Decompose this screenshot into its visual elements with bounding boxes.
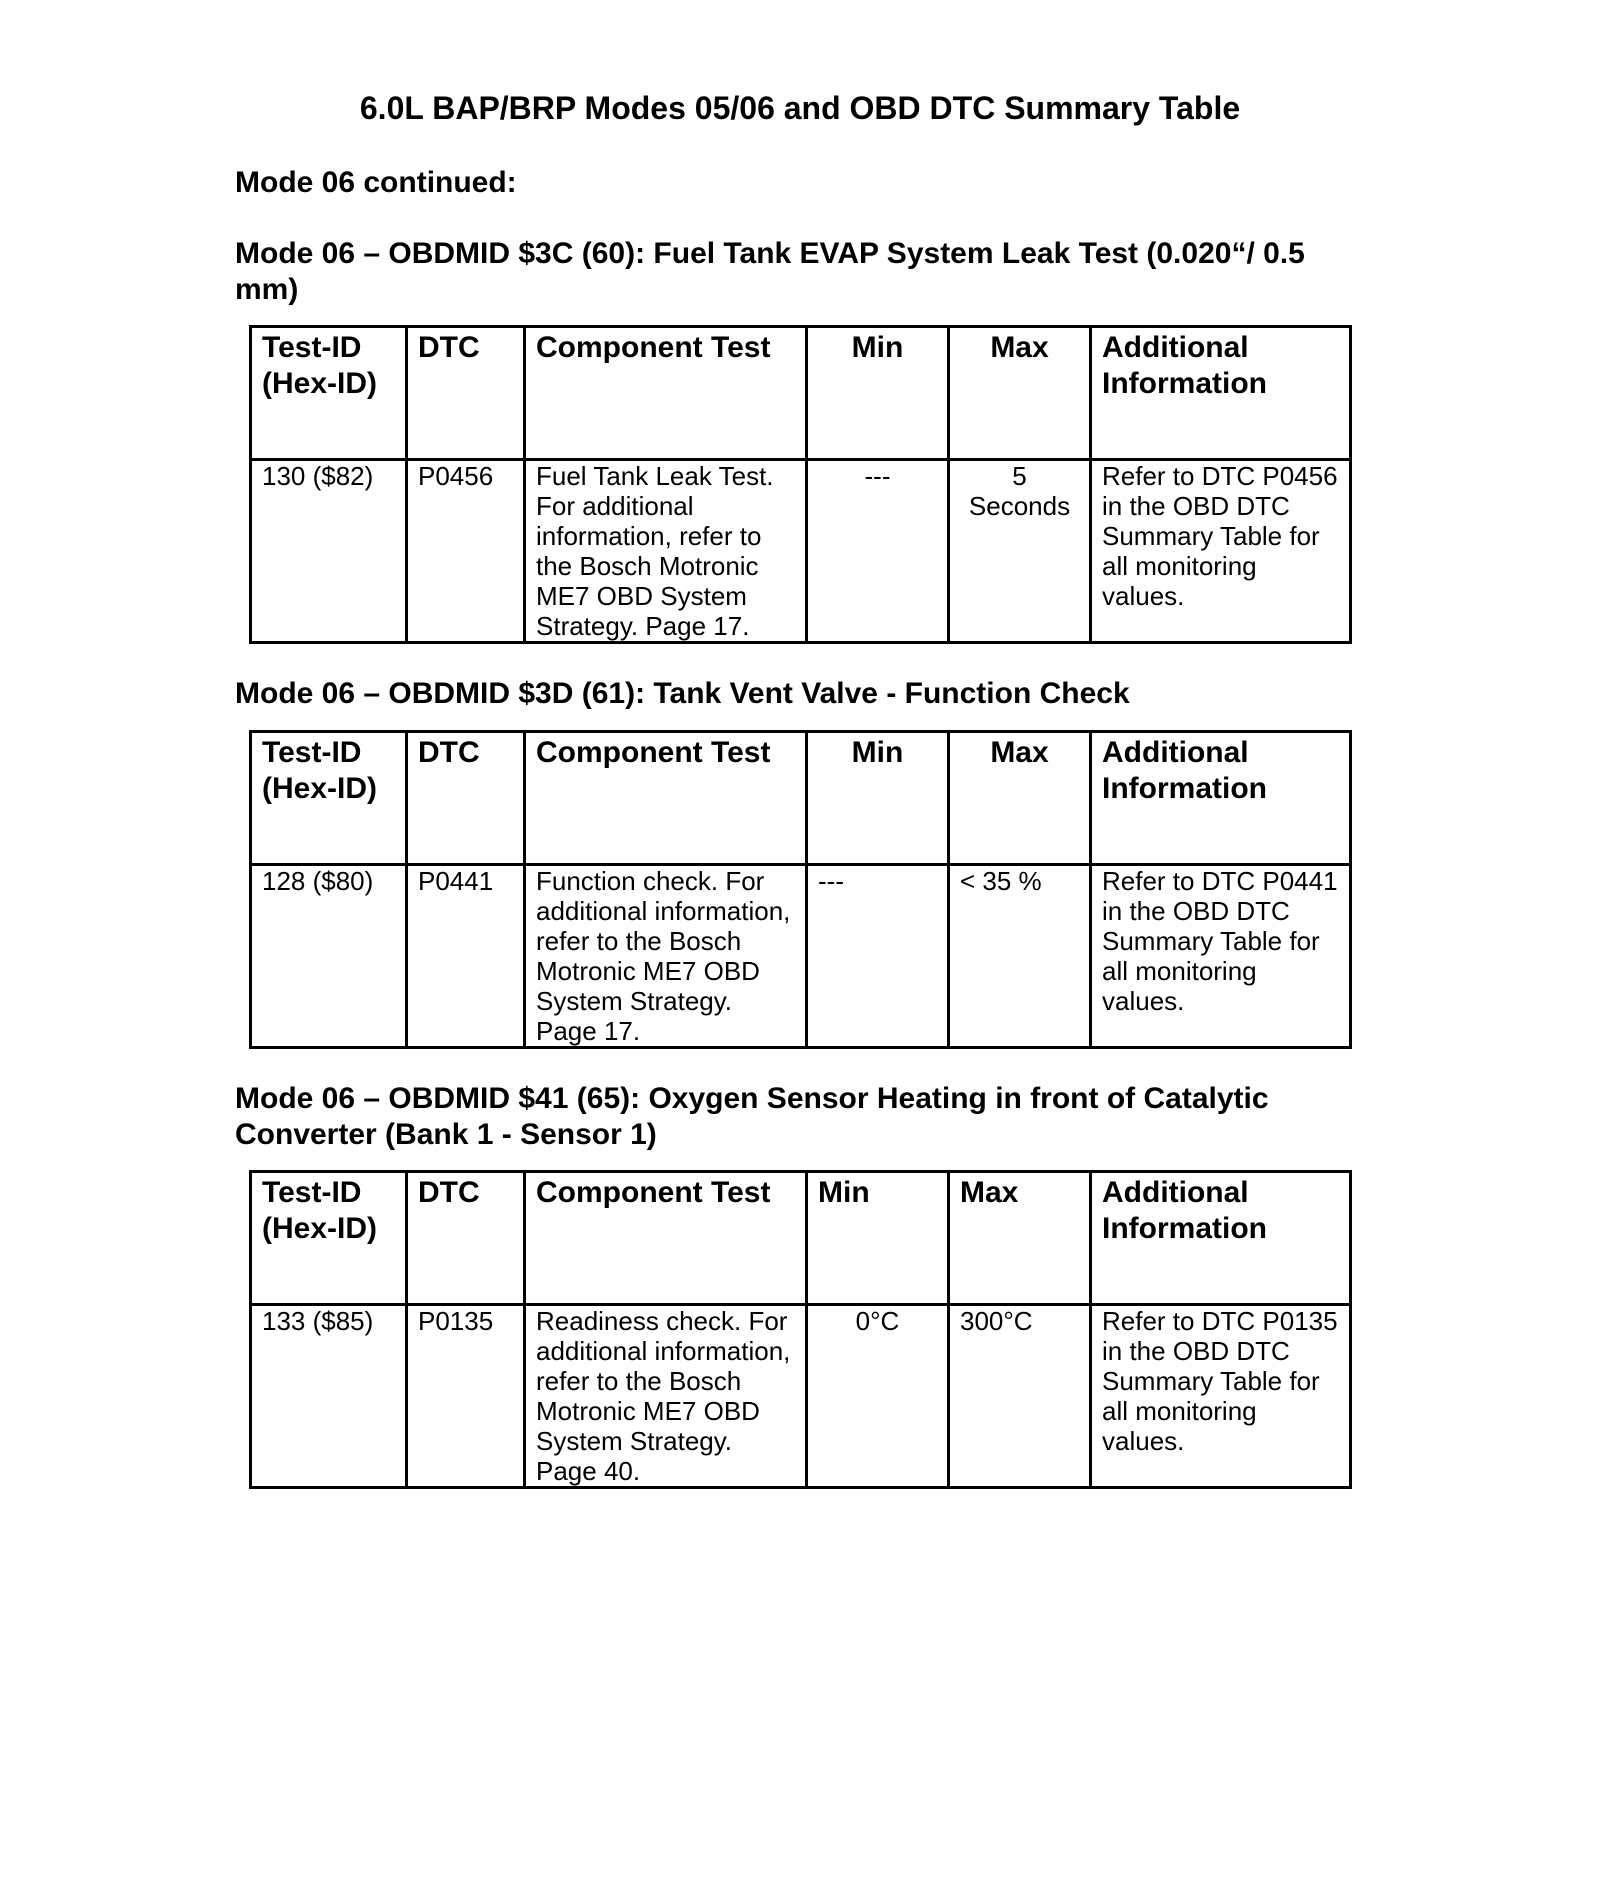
table-row (251, 865, 1351, 1048)
header-test-id: Test-ID (Hex-ID) (251, 327, 407, 460)
header-test-id: Test-ID (Hex-ID) (251, 1172, 407, 1305)
header-component-test: Component Test (525, 732, 807, 865)
cell-dtc: P0441 (407, 865, 525, 1048)
header-max: Max (949, 732, 1091, 865)
header-min: Min (807, 327, 949, 460)
header-additional-info: Additional Information (1091, 1172, 1351, 1305)
header-dtc: DTC (407, 327, 525, 460)
table-obdmid-3c (249, 325, 1352, 644)
header-dtc: DTC (407, 1172, 525, 1305)
cell-min: --- (807, 865, 949, 1048)
cell-max: 300°C (949, 1305, 1091, 1488)
table-header-row (251, 732, 1351, 865)
cell-min: 0°C (807, 1305, 949, 1488)
cell-component-test: Fuel Tank Leak Test. For additional information, refer to the Bosch Motronic ME7 OBD System Strategy. Page 17. (525, 460, 807, 643)
cell-test-id: 128 ($80) (251, 865, 407, 1048)
cell-dtc: P0135 (407, 1305, 525, 1488)
cell-additional-info: Refer to DTC P0135 in the OBD DTC Summary Table for all monitoring values. (1091, 1305, 1351, 1488)
cell-min: --- (807, 460, 949, 643)
table-header-row (251, 327, 1351, 460)
table-obdmid-41 (249, 1170, 1352, 1489)
cell-additional-info: Refer to DTC P0456 in the OBD DTC Summary Table for all monitoring values. (1091, 460, 1351, 643)
cell-component-test: Readiness check. For additional information, refer to the Bosch Motronic ME7 OBD System Strategy. Page 40. (525, 1305, 807, 1488)
header-component-test: Component Test (525, 327, 807, 460)
cell-additional-info: Refer to DTC P0441 in the OBD DTC Summary Table for all monitoring values. (1091, 865, 1351, 1048)
table-header-row (251, 1172, 1351, 1305)
header-max: Max (949, 1172, 1091, 1305)
header-test-id: Test-ID (Hex-ID) (251, 732, 407, 865)
section-heading-3d: Mode 06 – OBDMID $3D (61): Tank Vent Valve - Function Check (235, 677, 1130, 710)
header-min: Min (807, 1172, 949, 1305)
table-row (251, 460, 1351, 643)
cell-max: 5 Seconds (949, 460, 1091, 643)
table-row (251, 1305, 1351, 1488)
cell-dtc: P0456 (407, 460, 525, 643)
cell-max: < 35 % (949, 865, 1091, 1048)
mode06-continued-label: Mode 06 continued: (235, 166, 517, 199)
document-title: 6.0L BAP/BRP Modes 05/06 and OBD DTC Summary Table (359, 90, 1241, 126)
header-additional-info: Additional Information (1091, 732, 1351, 865)
table-obdmid-3d (249, 730, 1352, 1049)
header-component-test: Component Test (525, 1172, 807, 1305)
header-max: Max (949, 327, 1091, 460)
header-dtc: DTC (407, 732, 525, 865)
cell-component-test: Function check. For additional information, refer to the Bosch Motronic ME7 OBD System Strategy. Page 17. (525, 865, 807, 1048)
cell-test-id: 133 ($85) (251, 1305, 407, 1488)
section-heading-3c: Mode 06 – OBDMID $3C (60): Fuel Tank EVAP System Leak Test (0.020“/ 0.5 mm) (235, 237, 1305, 306)
header-min: Min (807, 732, 949, 865)
header-additional-info: Additional Information (1091, 327, 1351, 460)
cell-test-id: 130 ($82) (251, 460, 407, 643)
section-heading-41: Mode 06 – OBDMID $41 (65): Oxygen Sensor Heating in front of Catalytic Converter (Bank 1 - Sensor 1) (235, 1082, 1269, 1151)
